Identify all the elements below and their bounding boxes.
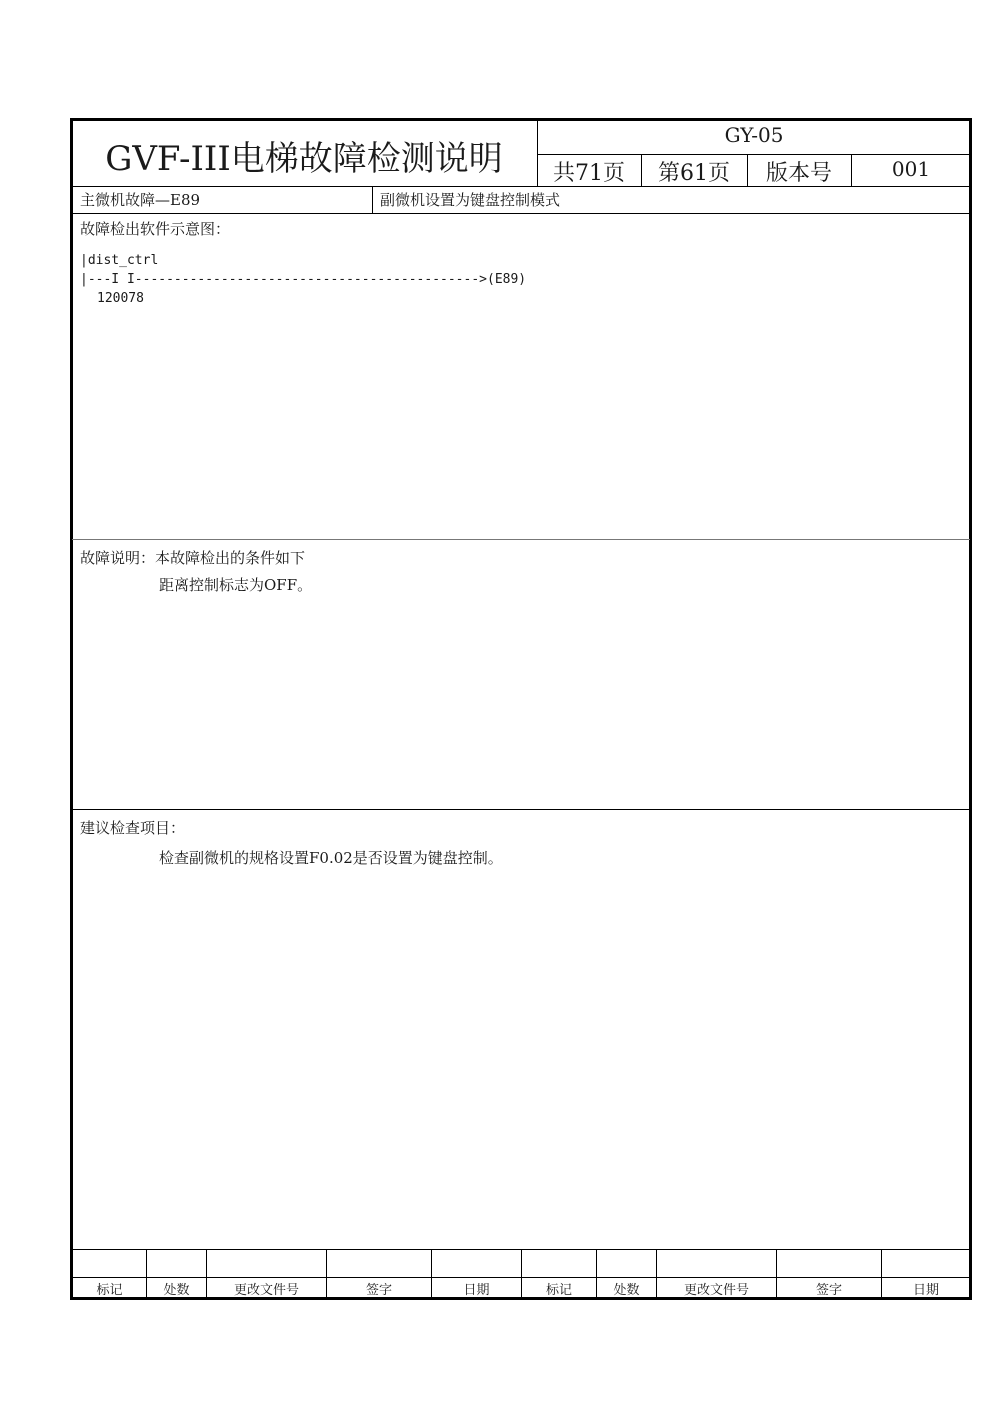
diagram-heading: 故障检出软件示意图： bbox=[80, 220, 231, 238]
document-title: GVF-III电梯故障检测说明 bbox=[105, 139, 503, 179]
version-value: 001 bbox=[891, 157, 931, 181]
footer-label-change-doc: 更改文件号 bbox=[233, 1283, 299, 1298]
explanation-heading: 故障说明：本故障检出的条件如下 bbox=[80, 549, 306, 567]
explanation-line-1: 距离控制标志为OFF。 bbox=[159, 576, 313, 594]
fault-row-divider bbox=[372, 186, 373, 214]
footer-label-mark: 标记 bbox=[545, 1283, 572, 1298]
fault-description: 副微机设置为键盘控制模式 bbox=[380, 191, 561, 209]
diagram-line-1: |dist_ctrl bbox=[80, 253, 159, 268]
current-page: 第61页 bbox=[658, 161, 730, 186]
document-code: GY-05 bbox=[724, 123, 784, 147]
version-label: 版本号 bbox=[765, 161, 832, 186]
checks-line-1: 检查副微机的规格设置F0.02是否设置为键盘控制。 bbox=[159, 849, 503, 867]
section-divider-1 bbox=[72, 539, 970, 540]
total-pages: 共71页 bbox=[553, 161, 625, 186]
checks-heading: 建议检查项目： bbox=[80, 819, 186, 837]
document-frame bbox=[70, 118, 972, 1300]
footer-label-date: 日期 bbox=[912, 1283, 939, 1298]
header-divider-right bbox=[537, 154, 970, 155]
footer-label-date: 日期 bbox=[463, 1283, 490, 1298]
fault-row-bottom-line bbox=[72, 213, 970, 214]
footer-label-count: 处数 bbox=[613, 1283, 640, 1298]
footer-label-signature: 签字 bbox=[365, 1283, 392, 1298]
footer-label-change-doc: 更改文件号 bbox=[683, 1283, 749, 1298]
fault-name: 主微机故障—E89 bbox=[80, 191, 201, 209]
footer-label-count: 处数 bbox=[163, 1283, 190, 1298]
diagram-line-3: 120078 bbox=[97, 291, 144, 306]
footer-label-signature: 签字 bbox=[815, 1283, 842, 1298]
footer-label-mark: 标记 bbox=[96, 1283, 123, 1298]
section-divider-2 bbox=[72, 809, 970, 810]
diagram-line-2: |---I I-------------------------------------------->(E89) bbox=[80, 272, 527, 287]
